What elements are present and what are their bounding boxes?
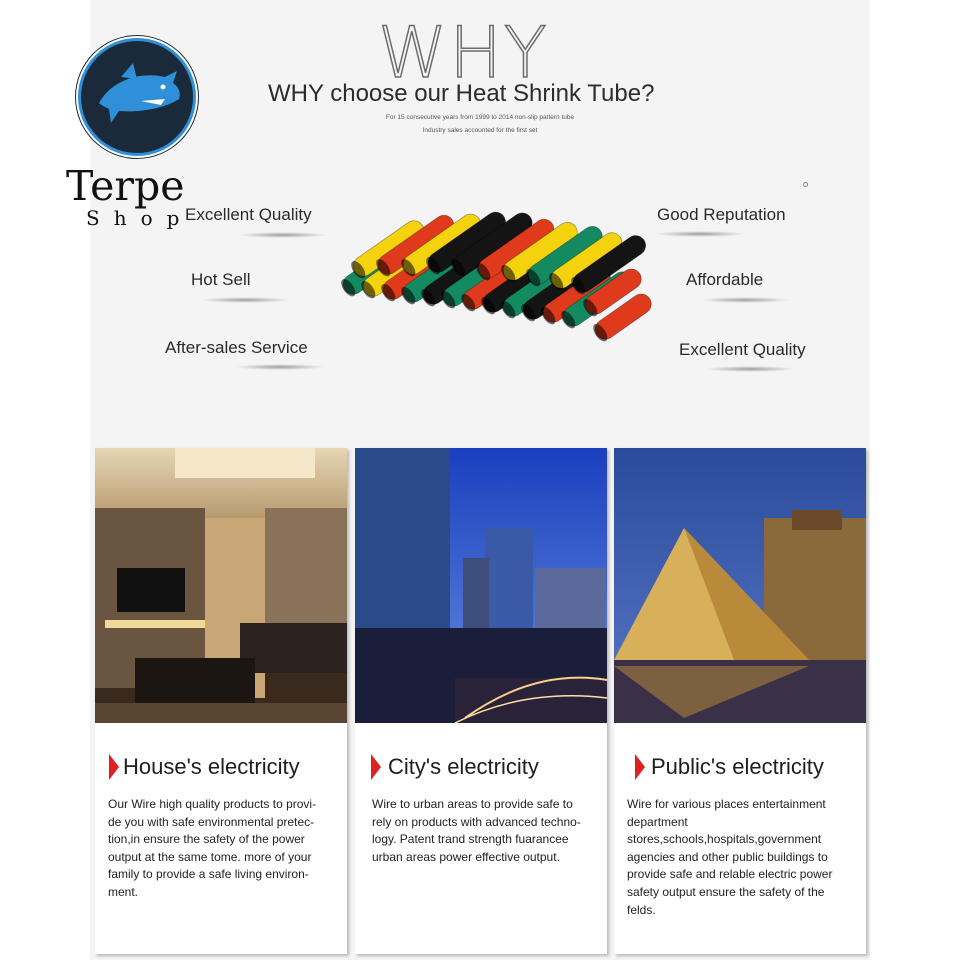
card-city <box>355 448 607 954</box>
card-body-line: agencies and other public buildings to <box>627 849 828 864</box>
feature-right-2: Affordable <box>686 270 764 289</box>
card-body-line: department <box>627 814 688 829</box>
card-body-line: felds. <box>627 902 656 917</box>
subtitle-line-1: For 15 consecutive years from 1999 to 2014 non-slip pattern tube <box>385 114 575 121</box>
feature-underline <box>700 297 790 303</box>
feature-underline <box>200 297 290 303</box>
shark-icon <box>78 38 196 156</box>
why-watermark-heading: WHY <box>378 12 549 94</box>
feature-left-3: After-sales Service <box>165 338 308 357</box>
title-arrow-icon <box>635 754 645 780</box>
card-title: Public's electricity <box>651 754 824 779</box>
card-body-line: safety output ensure the safety of the <box>627 884 825 899</box>
card-body-line: family to provide a safe living environ- <box>108 867 309 882</box>
card-body-line: ment. <box>108 884 139 899</box>
card-body-line: output at the same tome. more of your <box>108 849 312 864</box>
logo-subtext: Shop <box>86 206 194 230</box>
card-body-line: Our Wire high quality products to provi- <box>108 797 317 811</box>
card-house <box>95 448 347 954</box>
card-title: City's electricity <box>388 754 539 779</box>
city-skyline-photo <box>355 448 607 723</box>
card-public <box>614 448 866 954</box>
card-body-line: stores,schools,hospitals,government <box>627 832 822 847</box>
card-body-line: rely on products with advanced techno- <box>372 814 581 829</box>
feature-underline <box>655 231 745 237</box>
card-body-line: Wire to urban areas to provide safe to <box>372 797 573 811</box>
title-arrow-icon <box>109 754 119 780</box>
page-title: WHY choose our Heat Shrink Tube? <box>268 80 655 107</box>
card-body-line: de you with safe environmental pretec- <box>108 814 315 829</box>
title-arrow-icon <box>371 754 381 780</box>
living-room-photo <box>95 448 347 723</box>
card-body-line: provide safe and relable electric power <box>627 867 833 882</box>
card-body <box>108 796 316 902</box>
louvre-pyramid-photo <box>614 448 866 723</box>
feature-underline <box>235 364 325 370</box>
card-body <box>372 796 581 866</box>
card-body-line: tion,in ensure the safety of the power <box>108 832 305 847</box>
subtitle-line-2: Industry sales accounted for the first set <box>422 127 538 134</box>
card-body-line: urban areas power effective output. <box>372 849 560 864</box>
logo-name: Terpe <box>66 162 185 210</box>
feature-underline <box>238 232 328 238</box>
card-body-line: logy. Patent trand strength fuarancee <box>372 832 569 847</box>
card-body <box>627 796 832 919</box>
feature-right-3: Excellent Quality <box>679 340 806 359</box>
feature-left-1: Excellent Quality <box>185 205 312 224</box>
feature-underline <box>705 366 795 372</box>
card-body-line: Wire for various places entertainment <box>627 797 826 811</box>
card-title: House's electricity <box>123 754 300 779</box>
decorative-dot <box>803 182 808 187</box>
feature-right-1: Good Reputation <box>657 205 786 224</box>
feature-left-2: Hot Sell <box>191 270 251 289</box>
heat-shrink-tubes-image <box>325 200 655 385</box>
